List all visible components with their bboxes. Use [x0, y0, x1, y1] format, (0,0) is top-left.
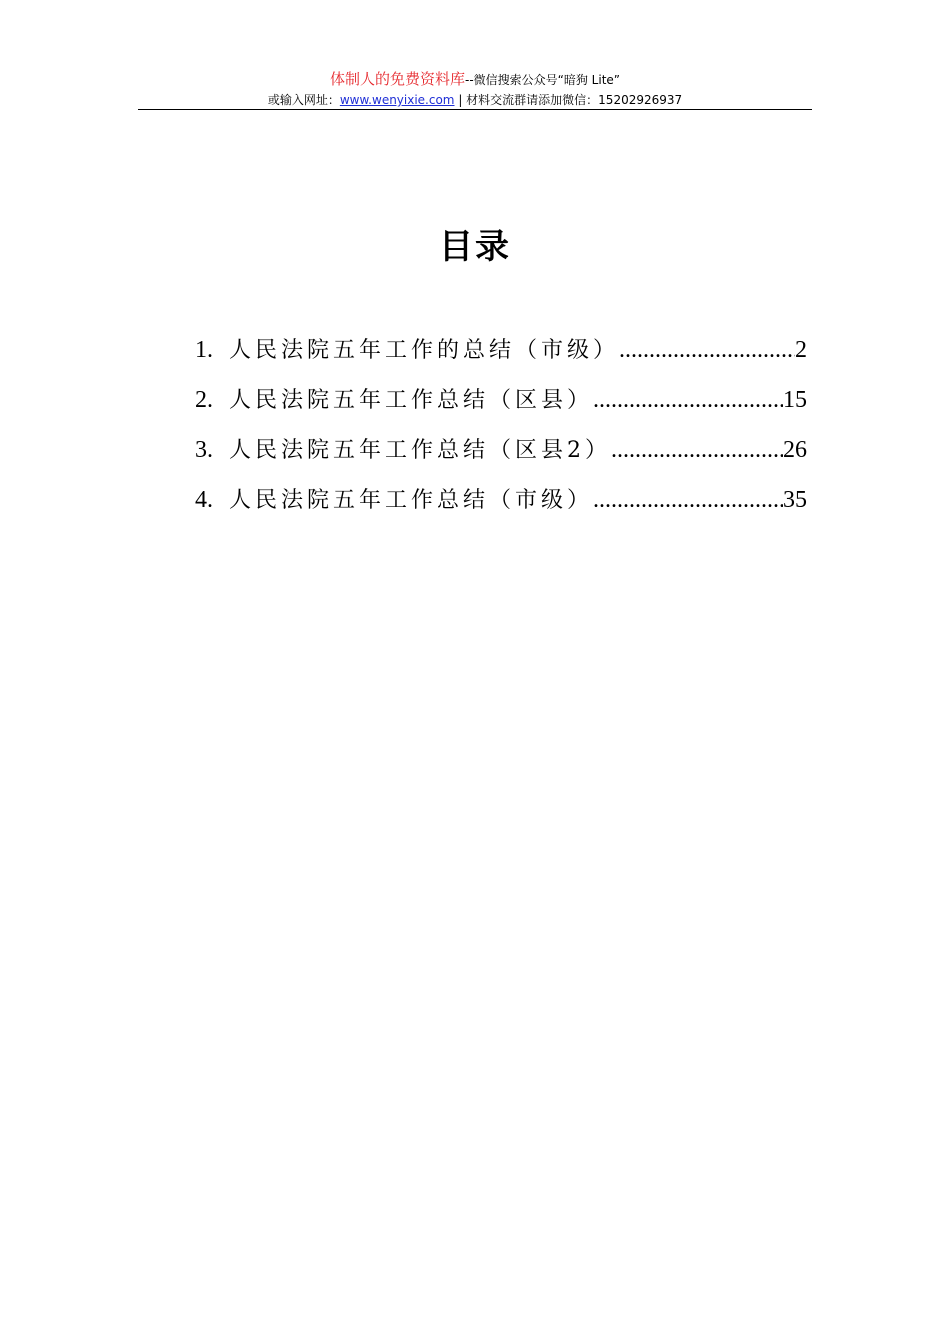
- toc-entry[interactable]: [195, 430, 807, 480]
- toc-entry-number: 4.: [195, 487, 213, 513]
- toc-dot-leader: [593, 380, 783, 420]
- toc-entry[interactable]: [195, 480, 807, 530]
- toc-entry[interactable]: [195, 330, 807, 380]
- toc-entry-number: 3.: [195, 437, 213, 463]
- page-title: 目录: [439, 227, 511, 267]
- toc-entry-title: 人民法院五年工作总结（区县）: [229, 388, 594, 413]
- toc-entry-page: 2: [795, 337, 807, 363]
- header-divider: [138, 109, 812, 110]
- toc-entry-title: 人民法院五年工作总结（区县2）: [229, 438, 611, 463]
- page-header: [138, 68, 812, 109]
- toc-dot-leader: [593, 480, 783, 520]
- toc-entry-number: 1.: [195, 337, 213, 363]
- toc-dot-leader: [611, 430, 783, 470]
- table-of-contents: [195, 330, 807, 530]
- header-line-2: [138, 91, 812, 109]
- header-line-1: [138, 68, 812, 91]
- header-tagline: --微信搜索公众号“暗狗 Lite”: [464, 73, 621, 87]
- toc-entry-title: 人民法院五年工作的总结（市级）: [229, 338, 620, 363]
- toc-entry-title: 人民法院五年工作总结（市级）: [229, 488, 594, 513]
- toc-dot-leader: [619, 330, 795, 370]
- contact-info: | 材料交流群请添加微信：15202926937: [454, 93, 683, 107]
- toc-entry[interactable]: [195, 380, 807, 430]
- url-prefix: 或输入网址：: [267, 93, 340, 107]
- toc-entry-page: 15: [783, 387, 807, 413]
- brand-name: 体制人的免费资料库: [329, 70, 465, 88]
- toc-entry-number: 2.: [195, 387, 213, 413]
- toc-entry-page: 26: [783, 437, 807, 463]
- toc-entry-page: 35: [783, 487, 807, 513]
- website-link[interactable]: www.wenyixie.com: [339, 93, 455, 107]
